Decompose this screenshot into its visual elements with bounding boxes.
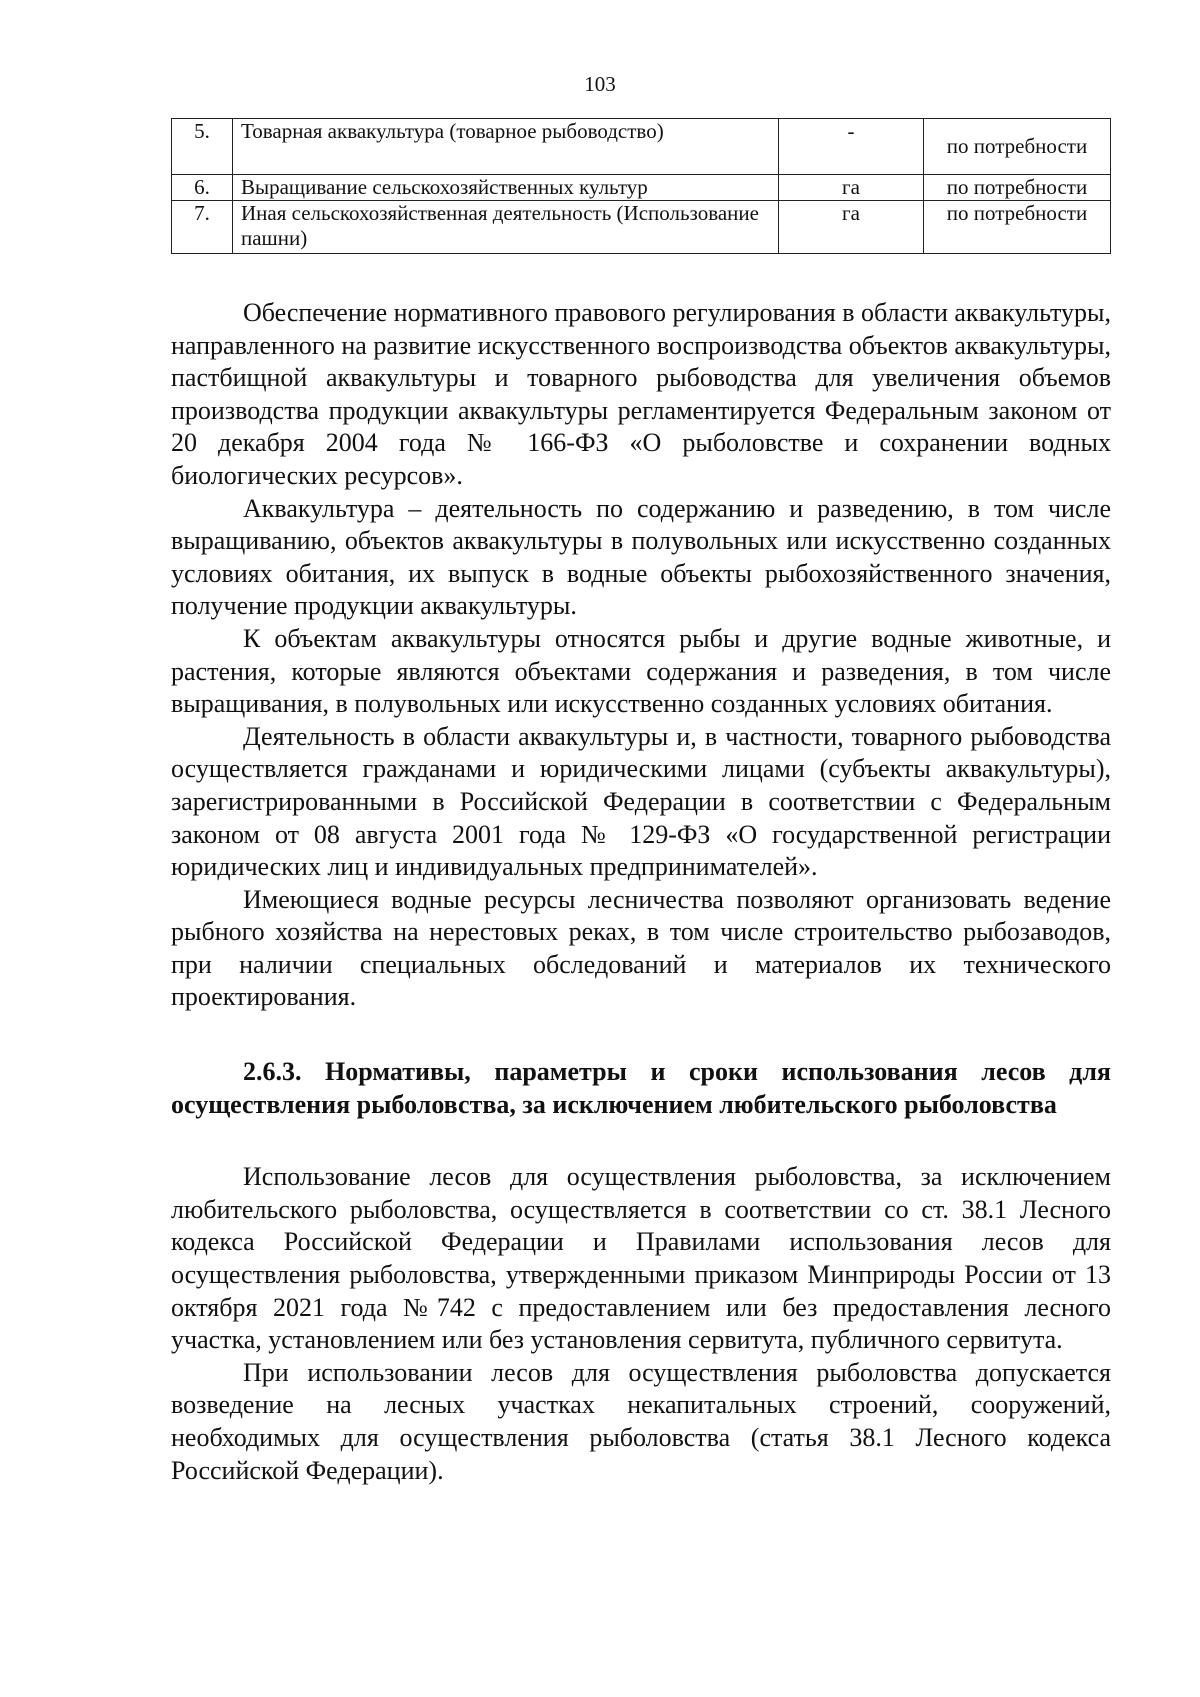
table-row: [172, 175, 1111, 201]
paragraph-water-resources: Имеющиеся водные ресурсы лесничества позволяют организовать ведение рыбного хозяйства на нерестовых реках, в том числе строительство рыбозаводов, при наличии специальных обследований и материалов их технического проектирования.: [171, 884, 1111, 1012]
document-body: [171, 297, 1111, 1487]
paragraph-fishing-structures: При использовании лесов для осуществления рыболовства допускается возведение на лесных участках некапитальных строений, сооружений, необходимых для осуществления рыболовства (статья 38.1 Лесного кодекса Российской Федерации).: [171, 1357, 1111, 1485]
forest-use-table: [171, 118, 1111, 254]
table-row: [172, 119, 1111, 175]
row-unit: га: [779, 201, 924, 254]
paragraph-aquaculture-objects: К объектам аквакультуры относятся рыбы и другие водные животные, и растения, которые являются объектами содержания и разведения, в том числе выращивания, в полувольных или искусственно созданных условиях обитания.: [171, 623, 1111, 719]
row-unit: га: [779, 175, 924, 201]
section-heading: 2.6.3. Нормативы, параметры и сроки использования лесов для осуществления рыболовства, за исключением любительского рыболовства: [171, 1057, 1111, 1119]
paragraph-aquaculture-regulation: Обеспечение нормативного правового регулирования в области аквакультуры, направленного на развитие искусственного воспроизводства объектов аквакультуры, пастбищной аквакультуры и товарного рыбоводства для увеличения объемов производства продукции аквакультуры регламентируется Федеральным законом от 20 декабря 2004 года № 166-ФЗ «О рыболовстве и сохранении водных биологических ресурсов».: [171, 298, 1111, 490]
row-size: по потребности: [924, 119, 1111, 175]
paragraph-fishing-forest-use: Использование лесов для осуществления рыболовства, за исключением любительского рыболовства, осуществляется в соответствии со ст. 38.1 Лесного кодекса Российской Федерации и Правилами использования лесов для осуществления рыболовства, утвержденными приказом Минприроды России от 13 октября 2021 года №742 с предоставлением или без предоставления лесного участка, установлением или без установления сервитута, публичного сервитута.: [171, 1162, 1111, 1355]
row-activity: Иная сельскохозяйственная деятельность (Использование пашни): [233, 201, 779, 254]
row-number: 7.: [172, 201, 233, 254]
paragraph-aquaculture-definition: Аквакультура – деятельность по содержанию и разведению, в том числе выращиванию, объектов аквакультуры в полувольных или искусственно созданных условиях обитания, их выпуск в водные объекты рыбохозяйственного значения, получение продукции аквакультуры.: [171, 493, 1111, 621]
paragraph-aquaculture-subjects: Деятельность в области аквакультуры и, в частности, товарного рыбоводства осуществляется гражданами и юридическими лицами (субъекты аквакультуры), зарегистрированными в Российской Федерации в соответствии с Федеральным законом от 08 августа 2001 года № 129-ФЗ «О государственной регистрации юридических лиц и индивидуальных предпринимателей».: [171, 721, 1111, 882]
page-number: 103: [584, 72, 616, 96]
row-activity: Выращивание сельскохозяйственных культур: [233, 175, 779, 201]
row-number: 5.: [172, 119, 233, 175]
row-size: по потребности: [924, 201, 1111, 254]
row-size: по потребности: [924, 175, 1111, 201]
row-unit: -: [779, 119, 924, 175]
table-row: [172, 201, 1111, 254]
row-activity: Товарная аквакультура (товарное рыбоводство): [233, 119, 779, 175]
row-number: 6.: [172, 175, 233, 201]
